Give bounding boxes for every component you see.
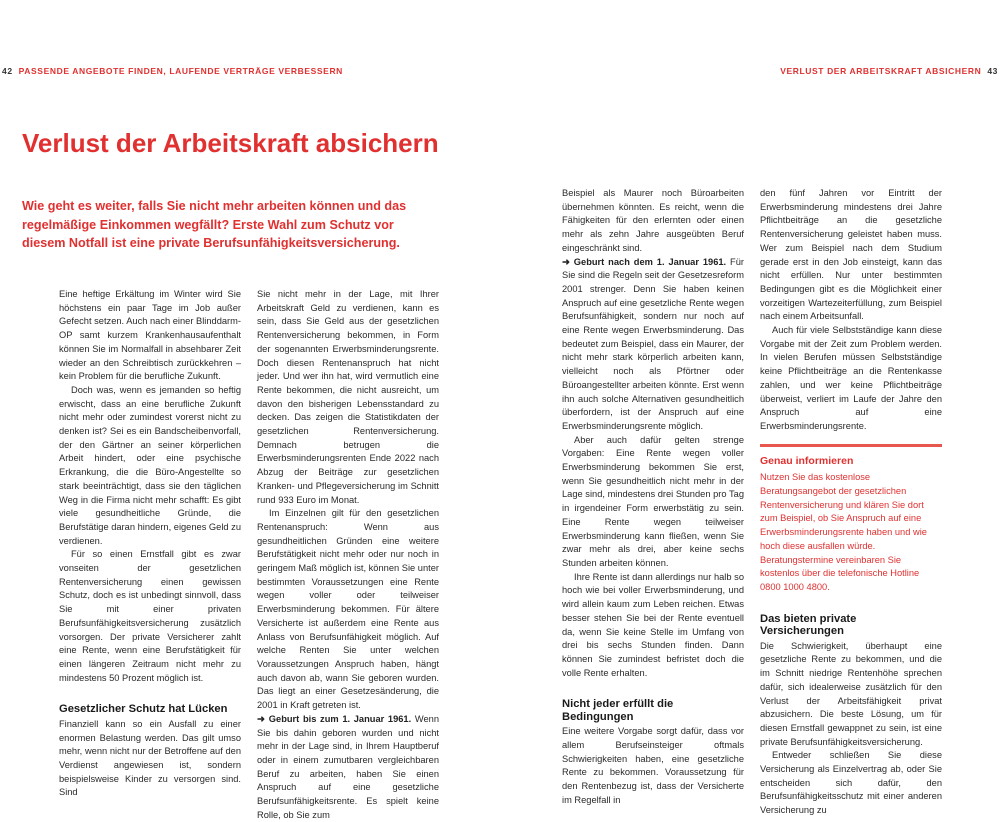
bullet-label: Geburt nach dem 1. Januar 1961. [573, 256, 727, 267]
text-column-1 [59, 288, 241, 800]
info-box [760, 444, 942, 595]
bullet-text: Wenn Sie bis dahin geboren wurden und nicht mehr in der Lage sind, in Ihrem Hauptberuf oder in einem zumutbaren vergleichbaren Beruf zu arbeiten, haben Sie einen Anspruch auf eine gesetzliche Berufsunfähigkeitsrente. Es spielt keine Rolle, ob Sie zum [257, 713, 439, 820]
paragraph: Für so einen Ernstfall gibt es zwar vonseiten der gesetzlichen Rentenversicherung einen gewissen Schutz, doch es ist unbedingt sinnvoll, dass Sie mit einer privaten Berufsunfähigkeitsversicherung zusätzlich vorsorgen. Der private Versicherer zahlt eine Rente, wenn eine Berufstätigkeit für einen längeren Zeitraum nicht mehr zu mindestens 50 Prozent möglich ist. [59, 549, 241, 683]
paragraph: Sie nicht mehr in der Lage, mit Ihrer Arbeitskraft Geld zu verdienen, kann es sein, dass Sie Geld aus der gesetzlichen Rentenversicherung bekommen, in Form der sogenannten Erwerbsminderungsrente. Doch diesen Rentenanspruch hat nicht jeder. Und wer ihn hat, wird vermutlich eine Rente bekommen, die nicht ausreicht, um davon den bisherigen Lebensstandard zu decken. Das zeigen die Statistikdaten der gesetzlichen Rentenversicherung. Demnach betrugen die Erwerbsminderungsrenten Ende 2022 nach Abzug der Beiträge zur gesetzlichen Kranken- und Pflegeversicherung im Schnitt rund 933 Euro im Monat. [257, 289, 439, 505]
paragraph: Die Schwierigkeit, überhaupt eine gesetzliche Rente zu bekommen, und die im Schnitt niedrige Rentenhöhe sprechen dafür, sich idealerweise zusätzlich für den Verlust der Arbeitsfähigkeit privat abzusichern. Die beste Lösung, um für diesen Ernstfall gewappnet zu sein, ist eine private Berufsunfähigkeitsversicherung. [760, 640, 942, 747]
paragraph: Auch für viele Selbstständige kann diese Vorgabe mit der Zeit zum Problem werden. In vielen Berufen müssen Selbstständige keine Pflichtbeiträge an die Rentenkasse zahlen, und wer keine Pflichtbeiträge überweist, verliert im Laufe der Jahre den Anspruch auf eine Erwerbsminderungsrente. [760, 325, 942, 431]
bullet-paragraph [257, 713, 439, 822]
paragraph: Eine heftige Erkältung im Winter wird Sie höchstens ein paar Tage im Job außer Gefecht setzen. Auch nach einer Blinddarm-OP samt kurzem Krankenhausaufenthalt können Sie im Normalfall in absehbarer Zeit wieder an den Schreibtisch zurückkehren – kein Problem für die berufliche Zukunft. [59, 289, 241, 382]
paragraph: Im Einzelnen gilt für den gesetzlichen Rentenanspruch: Wenn aus gesundheitlichen Gründen eine weitere Berufstätigkeit nicht mehr oder nur noch in geringem Maß möglich ist, können Sie unter bestimmten Voraussetzungen eine Rente wegen voller oder teilweiser Erwerbsminderung bekommen. Für ältere Versicherte ist außerdem eine Rente aus Anlass von Berufsunfähigkeit möglich. Auf welche Renten Sie unter welchen Voraussetzungen Anspruch haben, hängt auch davon ab, wann Sie geboren wurden. Das liegt an einer Gesetzesänderung, die 2001 in Kraft getreten ist. [257, 508, 439, 711]
text-column-2 [257, 288, 439, 822]
arrow-icon: ➜ [257, 713, 265, 724]
paragraph: Ihre Rente ist dann allerdings nur halb so hoch wie bei voller Erwerbsminderung, und wird allein kaum zum Leben reichen. Etwas besser stehen Sie bei der Rente eventuell da, wenn Sie keine Stelle im Umfang von drei bis sechs Stunden finden. Dann können Sie zumindest befristet doch die volle Rente erhalten. [562, 571, 744, 678]
text-column-4 [760, 187, 942, 818]
bullet-paragraph [562, 256, 744, 434]
paragraph: Entweder schließen Sie diese Versicherung als Einzelvertrag ab, oder Sie entscheiden sich dafür, den Berufsunfähigkeitsschutz mit einer anderen Versicherung zu [760, 750, 942, 816]
paragraph: Aber auch dafür gelten strenge Vorgaben: Eine Rente wegen voller Erwerbsminderung bekommen Sie erst, wenn Sie gesundheitlich nicht mehr in der Lage sind, mindestens drei Stunden pro Tag in irgendeiner Form erwerbstätig zu sein. Eine Rente wegen teilweiser Erwerbsminderung kann fließen, wenn Sie zwar mehr als drei, aber keine sechs Stunden arbeiten können. [562, 434, 744, 568]
paragraph: Doch was, wenn es jemanden so heftig erwischt, dass an eine berufliche Zukunft nicht mehr oder zumindest vorerst nicht zu denken ist? Sei es ein Bandscheibenvorfall, der den Gärtner an seiner körperlichen Arbeit hindert, oder eine psychische Erkrankung, die die Büro-Angestellte so stark beeinträchtigt, dass sie den täglichen Weg in die Firma nicht mehr schafft: Es gibt viele gesundheitliche Gründe, die Berufstätige daran hindern, eigenes Geld zu verdienen. [59, 384, 241, 546]
article-lead: Wie geht es weiter, falls Sie nicht mehr arbeiten können und das regelmäßige Einkommen wegfällt? Erste Wahl zum Schutz vor diesem Notfall ist eine private Berufsunfähigkeitsversicherung. [22, 199, 407, 250]
paragraph: den fünf Jahren vor Eintritt der Erwerbsminderung mindestens drei Jahre Pflichtbeiträge an die gesetzliche Rentenversicherung geleistet haben muss. Wer zum Beispiel nach dem Studium gerade erst in den Job einsteigt, kann das nicht erfüllen. Nur unter bestimmten Bedingungen gibt es die Möglichkeit einer vorzeitigen Wartezeiterfüllung, zum Beispiel nach einem Arbeitsunfall. [760, 188, 942, 322]
page-number-left: 42 [2, 66, 13, 76]
text-column-3 [562, 187, 744, 808]
running-header-right [780, 66, 998, 76]
paragraph: Finanziell kann so ein Ausfall zu einer enormen Belastung werden. Das gilt umso mehr, wenn nicht nur der Betroffene auf den Verdienst angewiesen ist, sondern beispielsweise Kinder zu versorgen sind. Sind [59, 718, 241, 798]
arrow-icon: ➜ [562, 256, 570, 267]
running-title-left: PASSENDE ANGEBOTE FINDEN, LAUFENDE VERTRÄGE VERBESSERN [18, 66, 343, 76]
info-box-text: Nutzen Sie das kostenlose Beratungsangebot der gesetzlichen Rentenversicherung und klären Sie dort zum Beispiel, ob Sie Anspruch auf eine Erwerbsminderungsrente haben und wie hoch diese ausfallen würde. Beratungstermine vereinbaren Sie kostenlos über die telefonische Hotline 0800 1000 4800. [760, 472, 927, 592]
subheading: Das bieten private Versicherungen [760, 612, 857, 638]
article-title: Verlust der Arbeitskraft absichern [22, 128, 439, 158]
page-number-right: 43 [987, 66, 998, 76]
running-header-left [2, 66, 343, 76]
subheading: Gesetzlicher Schutz hat Lücken [59, 703, 228, 716]
subheading: Nicht jeder erfüllt die Bedingungen [562, 698, 674, 723]
paragraph: Beispiel als Maurer noch Büroarbeiten übernehmen könnten. Es reicht, wenn die Fähigkeiten für den erlernten oder einen mehr als zehn Jahre ausgeübten Beruf eingeschränkt sind. [562, 188, 744, 253]
running-title-right: VERLUST DER ARBEITSKRAFT ABSICHERN [780, 66, 982, 76]
info-box-title: Genau informieren [760, 454, 854, 467]
bullet-text: Für Sie sind die Regeln seit der Gesetzesreform 2001 strenger. Denn Sie haben keinen Anspruch auf eine gesetzliche Rente wegen Berufsunfähigkeit, sondern nur noch auf eine Rente wegen Erwerbsminderung. Das bedeutet zum Beispiel, dass ein Maurer, der nicht mehr stark körperlich arbeiten kann, vielleicht noch als Pförtner oder Büroangestellter arbeiten könnte. Erst wenn ihn auch solche Alternativen gesundheitlich überfordern, ist der Anspruch auf eine Erwerbsminderungsrente möglich. [562, 256, 744, 431]
paragraph: Eine weitere Vorgabe sorgt dafür, dass vor allem Berufseinsteiger oftmals Schwierigkeiten haben, eine gesetzliche Rente zu bekommen. Voraussetzung für den Rentenbezug ist, dass der Versicherte im Regelfall in [562, 726, 744, 805]
info-box-rule [760, 444, 942, 447]
bullet-label: Geburt bis zum 1. Januar 1961. [268, 713, 412, 724]
